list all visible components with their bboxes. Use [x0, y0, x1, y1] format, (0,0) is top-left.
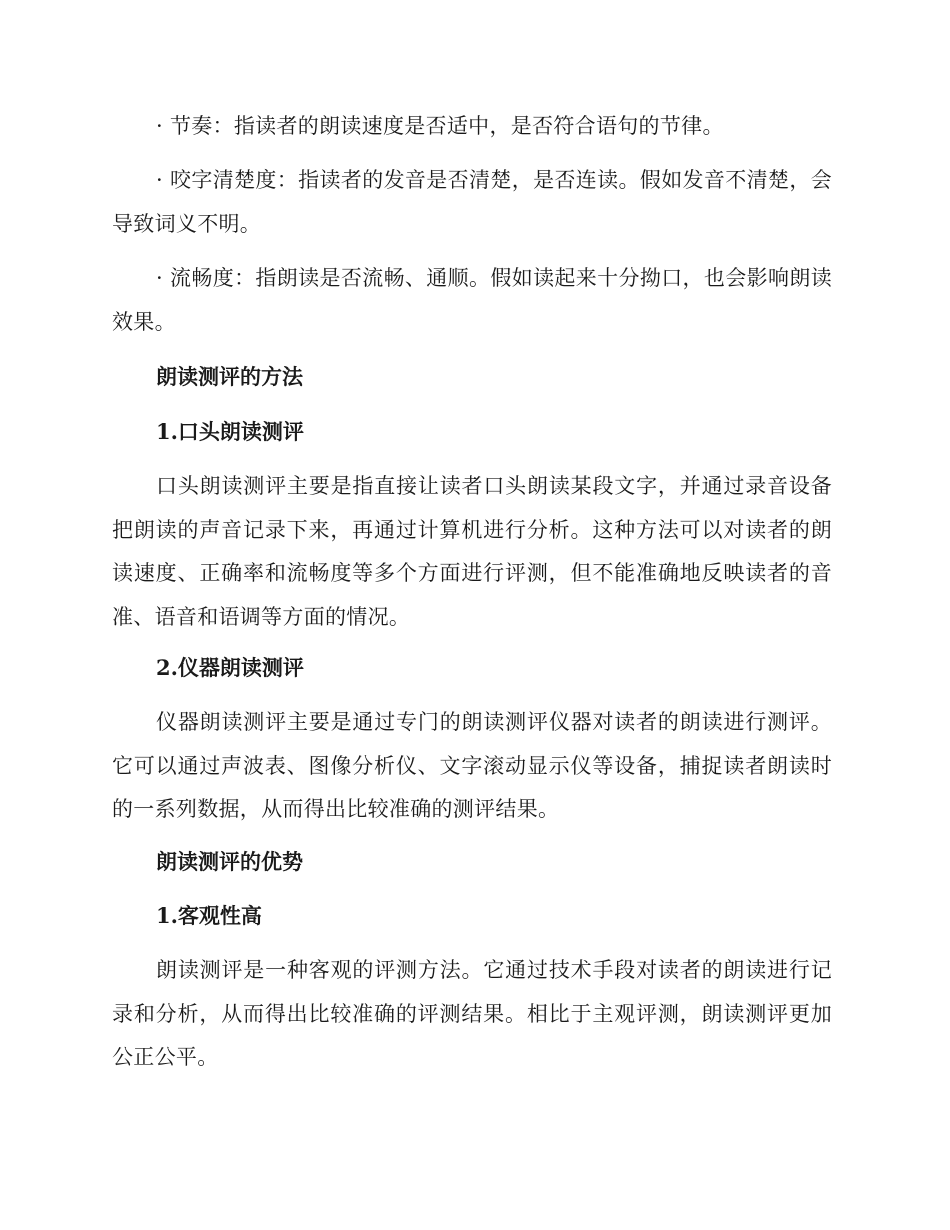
- paragraph-instrument: 仪器朗读测评主要是通过专门的朗读测评仪器对读者的朗读进行测评。它可以通过声波表、图像分析仪、文字滚动显示仪等设备，捕捉读者朗读时的一系列数据，从而得出比较准确的测评结果。: [112, 710, 832, 821]
- subsection-title-oral: 1.口头朗读测评: [156, 419, 304, 444]
- bullet-rhythm: · 节奏：指读者的朗读速度是否适中，是否符合语句的节律。: [156, 114, 724, 138]
- bullet-articulation: · 咬字清楚度：指读者的发音是否清楚，是否连读。假如发音不清楚，会导致词义不明。: [112, 168, 832, 236]
- paragraph-objectivity: 朗读测评是一种客观的评测方法。它通过技术手段对读者的朗读进行记录和分析，从而得出比较准确的评测结果。相比于主观评测，朗读测评更加公正公平。: [112, 958, 832, 1069]
- subsection-title-objectivity: 1.客观性高: [156, 903, 262, 928]
- subsection-title-instrument: 2.仪器朗读测评: [156, 655, 304, 680]
- bullet-fluency: · 流畅度：指朗读是否流畅、通顺。假如读起来十分拗口，也会影响朗读效果。: [112, 266, 832, 334]
- section-title-method: 朗读测评的方法: [156, 364, 303, 389]
- section-title-advantage: 朗读测评的优势: [156, 849, 303, 874]
- paragraph-oral: 口头朗读测评主要是指直接让读者口头朗读某段文字，并通过录音设备把朗读的声音记录下来，再通过计算机进行分析。这种方法可以对读者的朗读速度、正确率和流畅度等多个方面进行评测，但不能准确地反映读者的音准、语音和语调等方面的情况。: [112, 474, 832, 629]
